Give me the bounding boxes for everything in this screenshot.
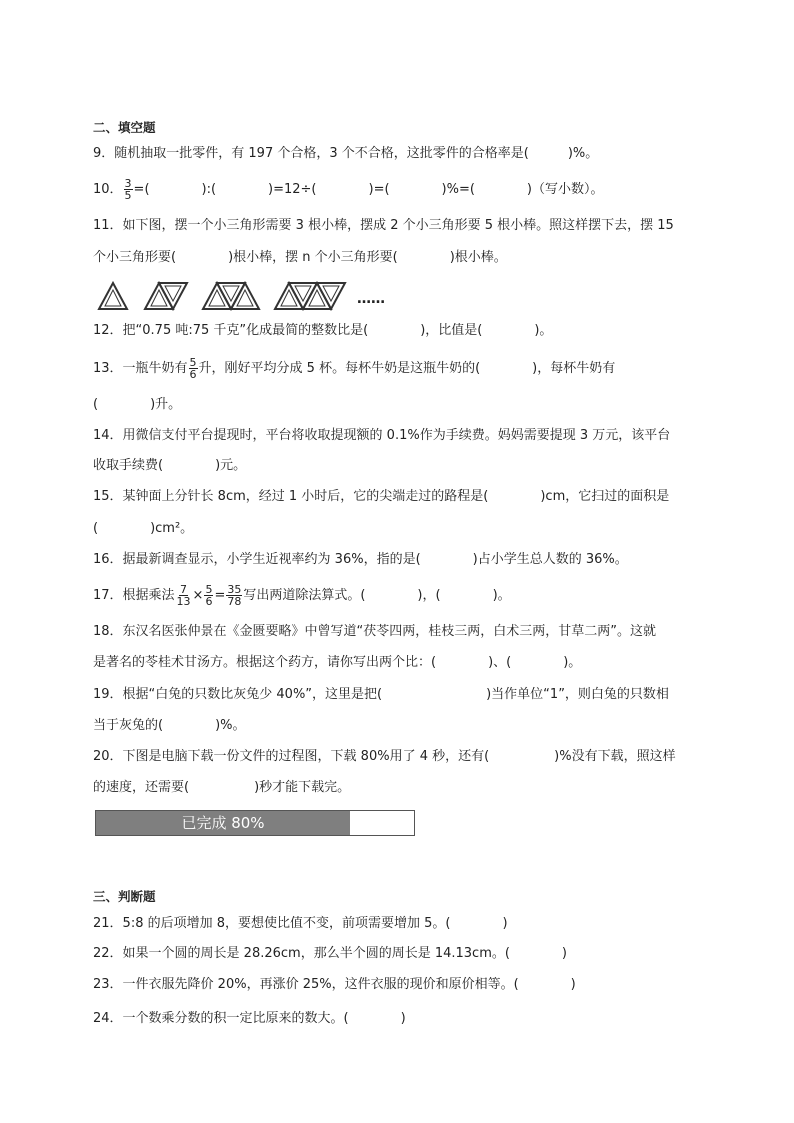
- fraction-denominator: 13: [176, 595, 191, 608]
- triangle-group-2: [145, 283, 187, 309]
- fraction-35-78: [226, 584, 242, 607]
- question-19-line-1: 19．根据“白兔的只数比灰兔少 40%”，这里是把( )当作单位“1”，则白兔的只数相: [93, 687, 669, 702]
- question-text-prefix: 17．根据乘法: [93, 588, 175, 603]
- question-21: 21．5:8 的后项增加 8，要想使比值不变，前项需要增加 5。( ): [93, 916, 508, 931]
- fraction-5-6: [204, 584, 213, 607]
- question-19-line-2: 当于灰兔的( )%。: [93, 718, 246, 733]
- triangle-group-4: [275, 283, 345, 309]
- fraction-5-6: [189, 357, 198, 380]
- question-12: 12．把“0.75 吨:75 千克”化成最简的整数比是( )，比值是( )。: [93, 323, 553, 338]
- question-14-line-2: 收取手续费( )元。: [93, 458, 247, 473]
- fraction-denominator: 6: [189, 368, 197, 381]
- fraction-numerator: 5: [189, 356, 197, 369]
- question-number: 10．: [93, 182, 123, 197]
- fraction-denominator: 6: [205, 595, 213, 608]
- question-text-prefix: 13．一瓶牛奶有: [93, 361, 188, 376]
- question-18-line-2: 是著名的苓桂术甘汤方。根据这个药方，请你写出两个比：( )、( )。: [93, 655, 582, 670]
- fraction-denominator: 5: [124, 189, 132, 202]
- question-15-line-2: ( )cm²。: [93, 521, 194, 536]
- question-10: [93, 178, 604, 201]
- question-20-line-2: 的速度，还需要( )秒才能下载完。: [93, 780, 351, 795]
- triangle-group-3: [203, 283, 259, 309]
- download-progress-bar: [95, 810, 415, 836]
- question-23: 23．一件衣服先降价 20%，再涨价 25%，这件衣服的现价和原价相等。( ): [93, 977, 576, 992]
- fraction-numerator: 35: [227, 583, 242, 596]
- progress-label: 已完成 80%: [181, 814, 265, 832]
- question-text: 升，刚好平均分成 5 杯。每杯牛奶是这瓶牛奶的( )，每杯牛奶有: [198, 361, 616, 376]
- question-24: 24．一个数乘分数的积一定比原来的数大。( ): [93, 1011, 406, 1026]
- fraction-numerator: 3: [124, 177, 132, 190]
- question-16: 16．据最新调查显示，小学生近视率约为 36%，指的是( )占小学生总人数的 36%。: [93, 552, 628, 567]
- question-17: [93, 584, 511, 607]
- question-13-line-1: [93, 357, 615, 380]
- question-11-line-2: 个小三角形要( )根小棒，摆 n 个小三角形要( )根小棒。: [93, 250, 507, 265]
- question-text: 写出两道除法算式。( )，( )。: [243, 588, 511, 603]
- question-14-line-1: 14．用微信支付平台提现时，平台将收取提现额的 0.1%作为手续费。妈妈需要提现 3 万元，该平台: [93, 428, 671, 443]
- question-22: 22．如果一个圆的周长是 28.26cm，那么半个圆的周长是 14.13cm。( ): [93, 946, 568, 961]
- triangle-group-1: [99, 283, 127, 309]
- question-15-line-1: 15．某钟面上分针长 8cm，经过 1 小时后，它的尖端走过的路程是( )cm，它扫过的面积是: [93, 489, 670, 504]
- triangle-sticks-figure: [97, 279, 407, 313]
- ellipsis-text: ……: [357, 291, 385, 307]
- fraction-7-13: [176, 584, 192, 607]
- question-9: 9．随机抽取一批零件，有 197 个合格，3 个不合格，这批零件的合格率是( )%。: [93, 146, 599, 161]
- question-11-line-1: 11．如下图，摆一个小三角形需要 3 根小棒，摆成 2 个小三角形要 5 根小棒。照这样摆下去，摆 15: [93, 218, 674, 233]
- section-title-fill-blank: 二、填空题: [93, 120, 156, 135]
- question-20-line-1: 20．下图是电脑下载一份文件的过程图，下载 80%用了 4 秒，还有( )%没有下载，照这样: [93, 749, 676, 764]
- fraction-numerator: 5: [205, 583, 213, 596]
- times-sign: ×: [192, 588, 204, 603]
- question-18-line-1: 18．东汉名医张仲景在《金匮要略》中曾写道“茯苓四两，桂枝三两，白术三两，甘草二两”。这就: [93, 624, 657, 639]
- equals-sign: =: [214, 588, 226, 603]
- fraction-numerator: 7: [180, 583, 188, 596]
- fraction-3-5: [124, 178, 133, 201]
- fraction-denominator: 78: [227, 595, 242, 608]
- question-13-line-2: ( )升。: [93, 397, 182, 412]
- question-text: =( ):( )=12÷( )=( )%=( )（写小数）。: [133, 182, 604, 197]
- section-title-true-false: 三、判断题: [93, 889, 156, 904]
